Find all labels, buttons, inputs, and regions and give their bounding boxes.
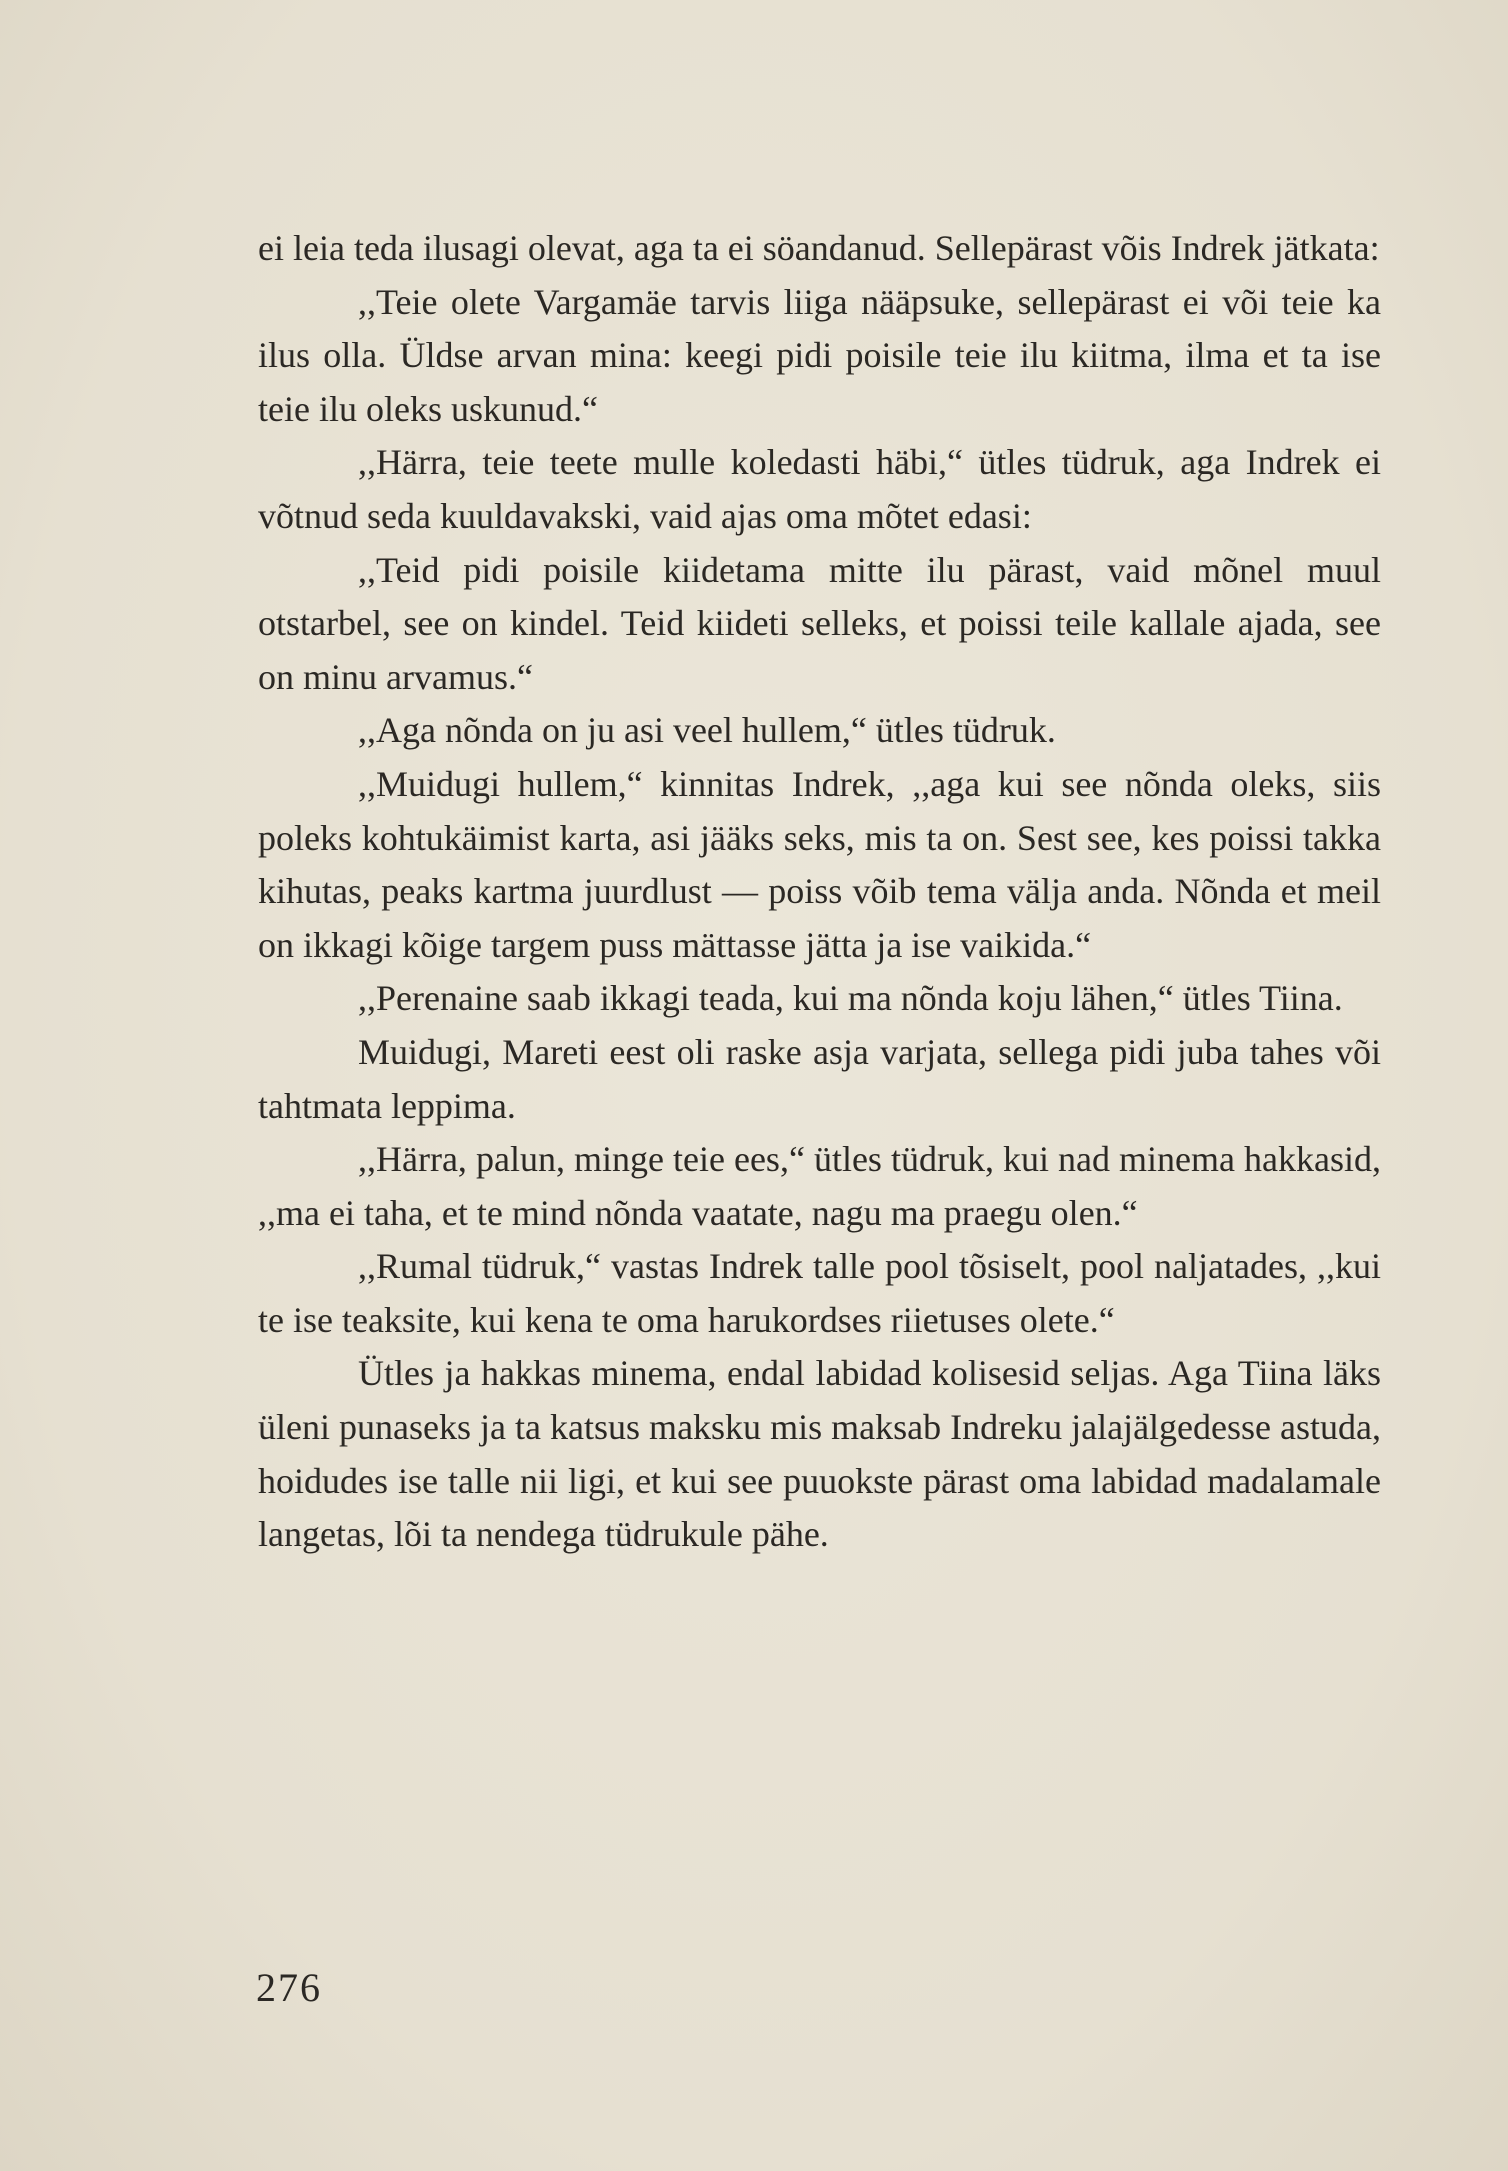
page-number: 276 xyxy=(256,1965,322,2010)
paragraph-11: Ütles ja hakkas minema, endal labidad kolisesid seljas. Aga Tiina läks üleni punaseks ja ta katsus maksku mis maksab Indreku jalajälgedesse astuda, hoidudes ise talle nii ligi, et kui see puuokste pärast oma labidad madalamale langetas, lõi ta nendega tüdrukule pähe. xyxy=(258,1353,1381,1555)
paragraph-2: ,,Teie olete Vargamäe tarvis liiga nääpsuke, sellepärast ei või teie ka ilus olla. Üldse arvan mina: keegi pidi poisile teie ilu kiitma, ilma et ta ise teie ilu oleks uskunud.“ xyxy=(258,281,1381,429)
paragraph-5: ,,Aga nõnda on ju asi veel hullem,“ ütles tüdruk. xyxy=(358,710,1056,751)
paragraph-7: ,,Perenaine saab ikkagi teada, kui ma nõnda koju lähen,“ ütles Tiina. xyxy=(358,978,1343,1019)
paragraph-3: ,,Härra, teie teete mulle koledasti häbi,“ ütles tüdruk, aga Indrek ei võtnud seda kuuldavakski, vaid ajas oma mõtet edasi: xyxy=(258,442,1381,536)
paragraph-4: ,,Teid pidi poisile kiidetama mitte ilu pärast, vaid mõnel muul otstarbel, see on kindel. Teid kiideti selleks, et poissi teile kallale ajada, see on minu arvamus.“ xyxy=(258,549,1381,697)
paragraph-8: Muidugi, Mareti eest oli raske asja varjata, sellega pidi juba tahes või tahtmata leppima. xyxy=(258,1031,1381,1126)
paragraph-9: ,,Härra, palun, minge teie ees,“ ütles tüdruk, kui nad minema hakkasid, ,,ma ei taha, et te mind nõnda vaatate, nagu ma praegu olen.“ xyxy=(258,1139,1381,1233)
paragraph-1: ei leia teda ilusagi olevat, aga ta ei söandanud. Sellepärast võis Indrek jätkata: xyxy=(258,228,1380,268)
body-text xyxy=(258,222,1381,1562)
paragraph-6: ,,Muidugi hullem,“ kinnitas Indrek, ,,aga kui see nõnda oleks, siis poleks kohtukäimist karta, asi jääks seks, mis ta on. Sest see, kes poissi takka kihutas, peaks kartma juurdlust — poiss võib tema välja anda. Nõnda et meil on ikkagi kõige targem puss mättasse jätta ja ise vaikida.“ xyxy=(258,763,1381,965)
paragraph-10: ,,Rumal tüdruk,“ vastas Indrek talle pool tõsiselt, pool naljatades, ,,kui te ise teaksite, kui kena te oma harukordses riietuses olete.“ xyxy=(258,1246,1381,1340)
